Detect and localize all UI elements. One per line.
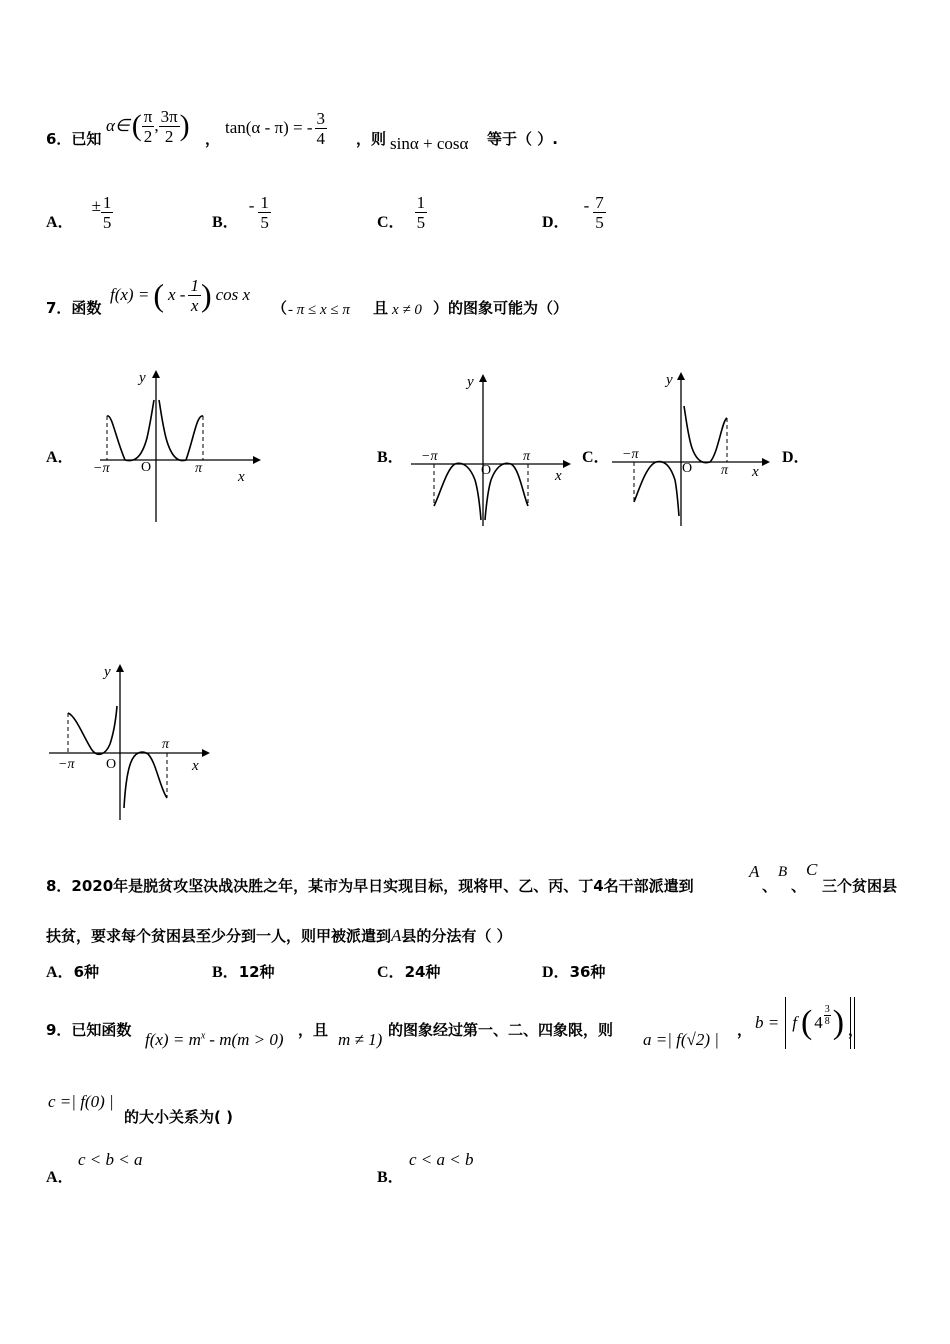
- graph-c-origin-label: O: [682, 461, 693, 476]
- q8-county-c: C: [806, 860, 818, 879]
- q9-suffix: 的大小关系为( ): [124, 1108, 233, 1126]
- q7-option-c-label[interactable]: C．: [582, 449, 610, 466]
- graph-c[interactable]: [606, 366, 776, 531]
- graph-a[interactable]: [95, 360, 265, 530]
- graph-c-x-label: x: [752, 464, 759, 480]
- q9-a-expr: a =| f(√2) |: [643, 1030, 719, 1049]
- q6-option-a[interactable]: A． ± $\frac{1}{5}$: [46, 193, 112, 232]
- q7-nonzero: x ≠ 0: [392, 302, 422, 318]
- graph-b-y-label: y: [467, 374, 474, 390]
- graph-c-left-curve: [634, 462, 679, 516]
- q9-mid-text: 的图象经过第一、二、四象限，则: [388, 1021, 614, 1039]
- graph-a-left-curve: [107, 400, 154, 461]
- q8-sep-1: 、: [762, 877, 778, 895]
- graph-c-y-arrow: [677, 372, 685, 380]
- q8-option-a[interactable]: A．6种: [46, 963, 99, 981]
- graph-a-origin-label: O: [141, 460, 152, 475]
- q8-line1-tail: 三个贫困县: [822, 877, 898, 895]
- graph-d-y-arrow: [116, 664, 124, 672]
- q6-suffix: 等于（ ）.: [487, 130, 558, 148]
- graph-b-x-label: x: [555, 468, 562, 484]
- q8-sep-2: 、: [791, 877, 807, 895]
- graph-b[interactable]: [405, 368, 575, 533]
- q8-county-a: A: [749, 862, 760, 881]
- graph-b-right-curve: [485, 463, 528, 520]
- q6-sincos: sinα + cosα: [390, 134, 469, 153]
- graph-b-neg-pi-label: −π: [421, 449, 438, 464]
- graph-b-left-curve: [434, 463, 481, 520]
- q6-alpha-interval: α∈ ( $\frac{\pi}{2}$ , $\frac{3\pi}{2}$ ): [106, 106, 190, 146]
- graph-a-y-label: y: [139, 370, 146, 386]
- q8-option-b[interactable]: B．12种: [212, 963, 275, 981]
- q8-option-d[interactable]: D．36种: [542, 963, 606, 981]
- q6-comma: ，: [205, 130, 221, 148]
- q7-domain: - π ≤ x ≤ π: [288, 302, 350, 318]
- q7-suffix: ）的图象可能为（）: [433, 299, 569, 317]
- graph-d-neg-pi-label: −π: [58, 757, 75, 772]
- graph-a-pi-label: π: [195, 461, 203, 476]
- graph-b-y-arrow: [479, 374, 487, 382]
- q7-stem-prefix: 7．函数: [46, 299, 102, 317]
- graph-d-right-curve: [124, 752, 167, 808]
- graph-a-right-curve: [159, 400, 203, 461]
- graph-b-pi-label: π: [523, 449, 531, 464]
- graph-c-pi-label: π: [721, 463, 729, 478]
- q7-option-d-label[interactable]: D．: [782, 449, 810, 466]
- graph-a-x-label: x: [238, 469, 245, 485]
- graph-d-x-arrow: [202, 749, 210, 757]
- q9-condition: m ≠ 1): [338, 1030, 383, 1049]
- q9-comma-2: ，: [848, 1021, 864, 1039]
- q8-county-b: B: [778, 864, 788, 880]
- q6-stem-prefix: 6．已知: [46, 130, 102, 148]
- q6-then: ，则: [356, 130, 387, 148]
- graph-d-x-label: x: [192, 758, 199, 774]
- q7-option-a-label[interactable]: A．: [46, 449, 74, 466]
- graph-c-right-curve: [684, 406, 727, 463]
- q9-b-expr: b = f ( 4 $\frac{3}{8}$ ): [755, 994, 855, 1052]
- graph-c-x-arrow: [762, 458, 770, 466]
- graph-c-y-label: y: [666, 372, 673, 388]
- graph-d-pi-label: π: [162, 737, 170, 752]
- q9-stem-prefix: 9．已知函数: [46, 1021, 132, 1039]
- graph-b-origin-label: O: [481, 463, 492, 478]
- graph-c-neg-pi-label: −π: [622, 447, 639, 462]
- q7-option-b-label[interactable]: B．: [377, 449, 404, 466]
- q6-option-d[interactable]: D． - $\frac{7}{5}$: [542, 193, 604, 232]
- q8-line1: 8．2020年是脱贫攻坚决战决胜之年，某市为早日实现目标，现将甲、乙、丙、丁4名干部派遣到: [46, 877, 694, 895]
- q6-option-c[interactable]: C． $\frac{1}{5}$: [377, 193, 426, 232]
- graph-d-left-curve: [68, 706, 117, 754]
- graph-a-neg-pi-label: −π: [93, 461, 110, 476]
- q9-comma: ，: [737, 1021, 753, 1039]
- q6-tan-condition: tan(α - π) = - $\frac{3}{4}$: [225, 108, 325, 148]
- graph-d-y-label: y: [104, 664, 111, 680]
- q9-and: ，且: [298, 1021, 329, 1039]
- graph-a-x-arrow: [253, 456, 261, 464]
- q8-option-c[interactable]: C．24种: [377, 963, 441, 981]
- graph-a-y-arrow: [152, 370, 160, 378]
- q7-function: f(x) = ( x - $\frac{1}{x}$ ) cos x: [110, 275, 251, 315]
- q9-function: $f(x) = m^x - m(m > 0)$: [145, 1030, 284, 1049]
- graph-b-x-arrow: [563, 460, 571, 468]
- q9-c-expr: c =| f(0) |: [48, 1092, 114, 1111]
- q6-option-b[interactable]: B． - $\frac{1}{5}$: [212, 193, 269, 232]
- q8-line2: 扶贫，要求每个贫困县至少分到一人，则甲被派遣到A县的分法有（ ）: [46, 926, 512, 945]
- q7-open-paren: （: [272, 299, 288, 317]
- graph-d[interactable]: [44, 658, 219, 828]
- q7-and: 且: [373, 299, 389, 317]
- graph-d-origin-label: O: [106, 757, 117, 772]
